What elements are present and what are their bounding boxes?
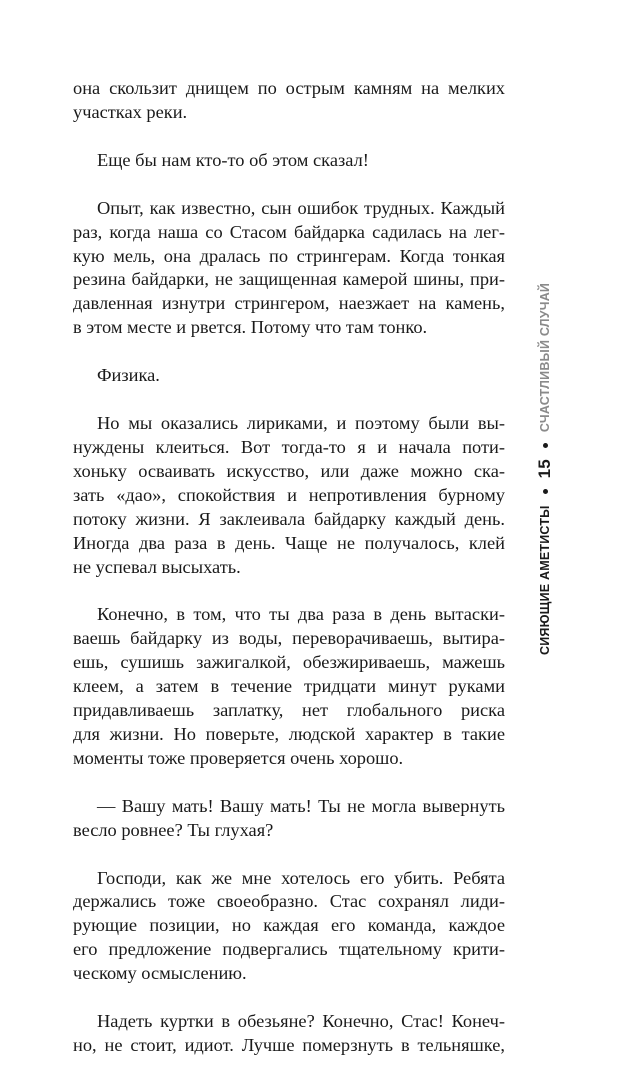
text-line: Опыт, как известно, сын ошибок трудных. Каждый [97,197,505,218]
paragraph [73,795,505,843]
text-line: зать «дао», спокойствия и непротивления бурному [73,484,505,505]
text-line: давленная изнутри стрингером, наезжает на камень, [73,293,505,314]
page-number: 15 [535,459,554,479]
text-line: нуждены клеиться. Вот тогда-то я и начала поти- [73,436,505,457]
text-line: ешь, сушишь зажигалкой, обезжириваешь, мажешь [73,652,505,673]
text-line: придавливаешь заплатку, нет глобального риска [73,700,505,721]
running-head [537,283,553,655]
separator-dot [543,489,548,494]
text-line: — Вашу мать! Вашу мать! Ты не могла вывернуть [97,795,505,816]
text-line: держались тоже своеобразно. Стас сохранял лиди- [73,891,505,912]
paragraph [73,603,505,770]
text-line: клеем, а затем в течение тридцати минут руками [73,676,505,697]
paragraph [73,149,505,173]
book-title: СИЯЮЩИЕ АМЕТИСТЫ [538,505,552,655]
text-line: Конечно, в том, что ты два раза в день вытаски- [97,604,505,625]
text-line: Физика. [97,365,160,386]
text-line: весло ровнее? Ты глухая? [73,819,274,840]
body-text [73,77,505,1082]
text-line: его предложение подвергались тщательному крити- [73,939,505,960]
text-line: но, не стоит, идиот. Лучше померзнуть в тельняшке, [73,1035,505,1055]
chapter-title: СЧАСТЛИВЫЙ СЛУЧАЙ [538,282,552,433]
paragraph [73,197,505,340]
text-line: в этом месте и рвется. Потому что там тонко. [73,317,428,338]
text-line: рующие позиции, но каждая его команда, каждое [73,915,505,936]
text-line: ческому осмыслению. [73,963,247,984]
paragraph [73,1010,505,1058]
text-line: Господи, как же мне хотелось его убить. Ребята [97,867,505,888]
text-line: кую мель, она дралась по стрингерам. Когда тонкая [73,245,505,266]
text-line: участках реки. [73,101,188,122]
text-line: Еще бы нам кто-то об этом сказал! [97,149,369,170]
paragraph [73,77,505,125]
text-line: резина байдарки, не защищенная камерой шины, при- [73,269,505,290]
text-line: раз, когда наша со Стасом байдарка садилась на лег- [73,221,505,242]
separator-dot [543,443,548,448]
text-line: она скользит днищем по острым камням на мелких [73,78,505,98]
text-line: ваешь байдарку из воды, переворачиваешь, вытира- [73,628,505,649]
text-line: потоку жизни. Я заклеивала байдарку каждый день. [73,508,505,529]
paragraph [73,364,505,388]
text-line: Надеть куртки в обезьяне? Конечно, Стас! Конеч- [97,1011,505,1032]
text-line: Иногда два раза в день. Чаще не получалось, клей [73,532,505,553]
paragraph [73,867,505,987]
text-line: для жизни. Но поверьте, людской характер в такие [73,723,505,744]
text-line: не успевал высыхать. [73,556,241,577]
text-line: Но мы оказались лириками, и поэтому были вы- [97,413,505,434]
paragraph [73,412,505,579]
text-line: моменты тоже проверяется очень хорошо. [73,747,404,768]
text-line: хоньку осваивать искусство, или даже можно ска- [73,460,505,481]
